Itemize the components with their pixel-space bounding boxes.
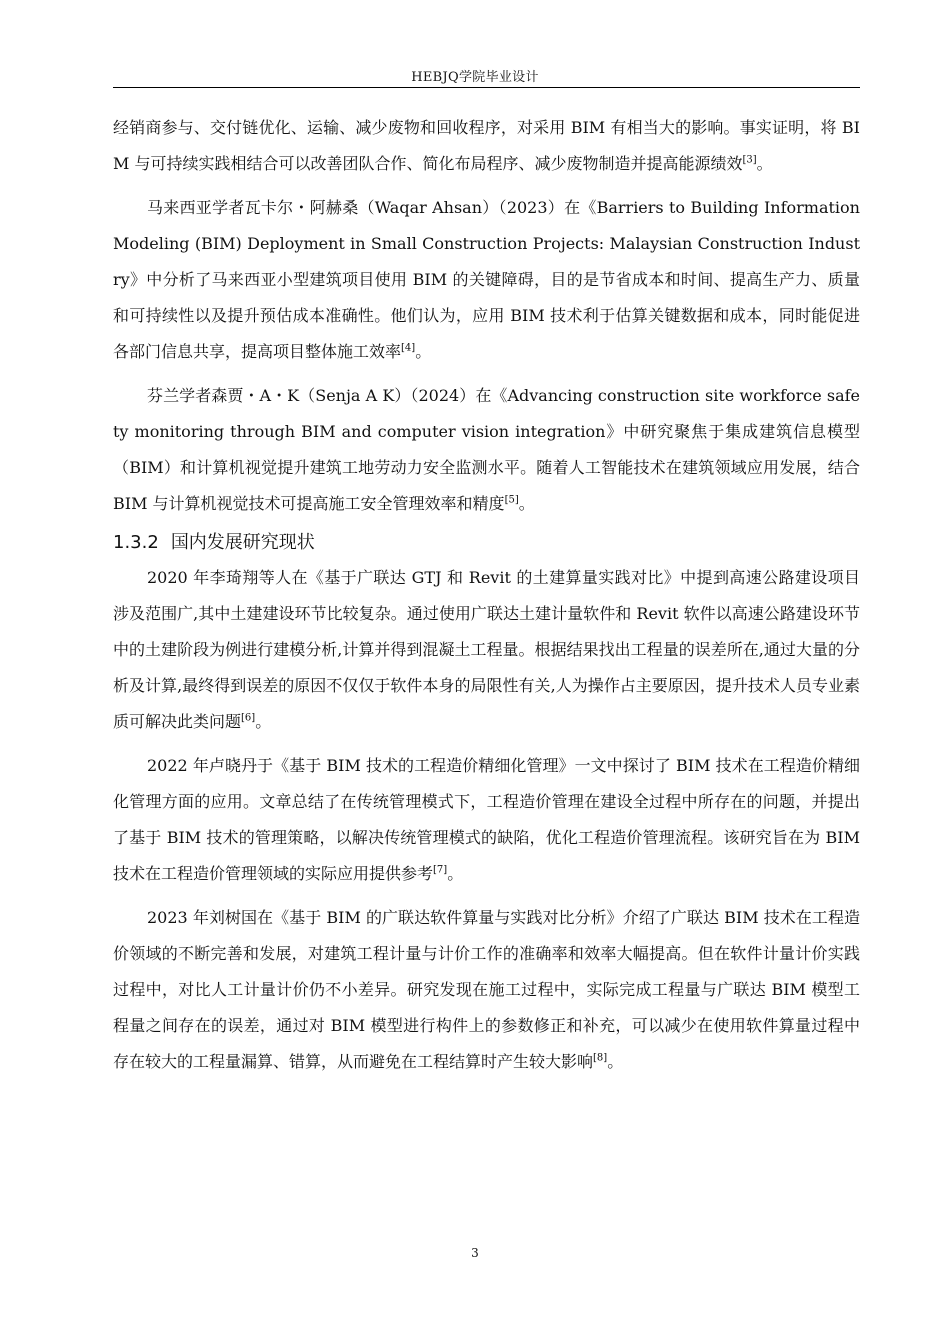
citation: [6] — [241, 712, 256, 724]
citation: [5] — [504, 494, 519, 506]
paragraph-waqar-ahsan — [113, 190, 860, 370]
running-header: HEBJQ学院毕业设计 — [411, 70, 539, 85]
section-heading — [113, 528, 860, 558]
paragraph-text: 经销商参与、交付链优化、运输、减少废物和回收程序，对采用 BIM 有相当大的影响。事实证明，将 BIM 与可持续实践相结合可以改善团队合作、简化布局程序、减少废物制造并提高能源绩效 — [113, 118, 860, 173]
paragraph-text: 2022 年卢晓丹于《基于 BIM 技术的工程造价精细化管理》一文中探讨了 BIM 技术在工程造价精细化管理方面的应用。文章总结了在传统管理模式下，工程造价管理在建设全过程中所存在的问题，并提出了基于 BIM 技术的管理策略，以解决传统管理模式的缺陷，优化工程造价管理流程。该研究旨在为 BIM 技术在工程造价管理领域的实际应用提供参考 — [113, 756, 860, 883]
paragraph-text: 2023 年刘树国在《基于 BIM 的广联达软件算量与实践对比分析》介绍了广联达 BIM 技术在工程造价领域的不断完善和发展，对建筑工程计量与计价工作的准确率和效率大幅提高。但在软件计量计价实践过程中，对比人工计量计价仍不小差异。研究发现在施工过程中，实际完成工程量与广联达 BIM 模型工程量之间存在的误差，通过对 BIM 模型进行构件上的参数修正和补充，可以减少在使用软件算量过程中存在较大的工程量漏算、错算，从而避免在工程结算时产生较大影响 — [113, 908, 860, 1071]
paragraph-tail: 。 — [756, 154, 773, 173]
page-body — [113, 110, 860, 1080]
citation: [8] — [593, 1052, 608, 1064]
paragraph-tail: 。 — [447, 864, 464, 883]
section-number: 1.3.2 — [113, 532, 159, 553]
section-title: 国内发展研究现状 — [170, 532, 315, 553]
paragraph-senja — [113, 378, 860, 522]
paragraph-continued — [113, 110, 860, 182]
citation: [3] — [742, 154, 757, 166]
page-number: 3 — [471, 1246, 479, 1260]
paragraph-text: 马来西亚学者瓦卡尔・阿赫桑（Waqar Ahsan）（2023）在《Barriers to Building Information Modeling (BIM) Deployment in Small Construction Projects: Malaysian Construction Industry》中分析了马来西亚小型建筑项目使用 BIM 的关键障碍，目的是节省成本和时间、提高生产力、质量和可持续性以及提升预估成本准确性。他们认为，应用 BIM 技术利于估算关键数据和成本，同时能促进各部门信息共享，提高项目整体施工效率 — [113, 198, 860, 361]
paragraph-liu-shuguo — [113, 900, 860, 1080]
citation: [4] — [401, 342, 416, 354]
citation: [7] — [433, 864, 448, 876]
paragraph-tail: 。 — [255, 712, 272, 731]
header-divider — [113, 87, 860, 88]
paragraph-tail: 。 — [518, 494, 535, 513]
paragraph-text: 芬兰学者森贾・A・K（Senja A K）（2024）在《Advancing construction site workforce safety monitoring through BIM and computer vision integration》中研究聚焦于集成建筑信息模型（BIM）和计算机视觉提升建筑工地劳动力安全监测水平。随着人工智能技术在建筑领域应用发展，结合 BIM 与计算机视觉技术可提高施工安全管理效率和精度 — [113, 386, 860, 513]
paragraph-tail: 。 — [415, 342, 432, 361]
paragraph-li-qixiang — [113, 560, 860, 740]
paragraph-tail: 。 — [607, 1052, 624, 1071]
paragraph-text: 2020 年李琦翔等人在《基于广联达 GTJ 和 Revit 的土建算量实践对比》中提到高速公路建设项目涉及范围广,其中土建建设环节比较复杂。通过使用广联达土建计量软件和 Revit 软件以高速公路建设环节中的土建阶段为例进行建模分析,计算并得到混凝土工程量。根据结果找出工程量的误差所在,通过大量的分析及计算,最终得到误差的原因不仅仅于软件本身的局限性有关,人为操作占主要原因，提升技术人员专业素质可解决此类问题 — [113, 568, 860, 731]
paragraph-lu-xiaodan — [113, 748, 860, 892]
